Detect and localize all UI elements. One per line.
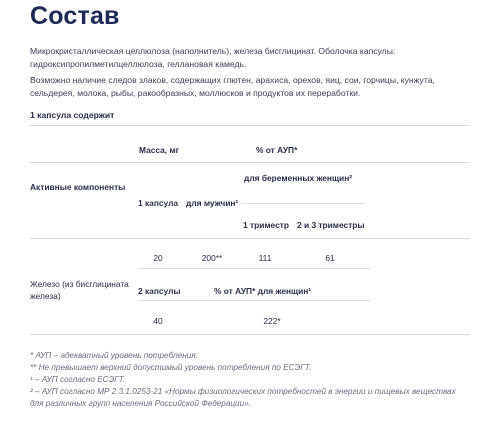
table-divider	[30, 162, 470, 163]
row1-men: 200**	[201, 253, 223, 263]
table-divider	[138, 268, 370, 269]
page-title: Состав	[30, 2, 120, 30]
table-divider	[30, 125, 470, 126]
table-divider	[30, 238, 470, 239]
footnotes	[30, 350, 480, 410]
footnote: * АУП – адекватный уровень потребления.	[30, 351, 198, 360]
for-pregnant-header: для беременных женщин²	[244, 173, 353, 183]
row1-mass: 20	[153, 253, 163, 263]
aup-header: % от АУП*	[256, 145, 298, 155]
footnote: ** Не превышает верхний допустимый уровень потребления по ЕСЭГТ.	[30, 363, 312, 372]
row1-trimester-1: 111	[258, 253, 272, 263]
footnote: ² – АУП согласно МР 2.3.1.0253-21 «Нормы физиологических потребностей в энергии и пищевых веществах	[30, 387, 456, 396]
allergens-text: Возможно наличие следов злаков, содержащих глютен, арахиса, орехов, яиц, сои, горчицы, кунжута, сельдерея, молока, рыбы, ракообразных, моллюсков и продуктов их переработки.	[30, 75, 435, 98]
mass-header: Масса, мг	[139, 145, 180, 155]
trimester-1-header: 1 триместр	[243, 220, 289, 230]
table-divider	[138, 300, 370, 301]
row1-trimesters-2-3: 61	[325, 253, 335, 263]
table-divider	[241, 203, 365, 204]
composition-text: Микрокристаллическая целлюлоза (наполнитель), железа бисглицинат. Оболочка капсулы: гидроксипропилметилцеллюлоза, геллановая камедь.	[30, 46, 396, 69]
aup-women-header: % от АУП* для женщин¹	[214, 286, 312, 296]
one-capsule-header: 1 капсула	[138, 198, 179, 208]
table-caption: 1 капсула содержит	[30, 110, 115, 120]
row2-mass: 40	[153, 316, 163, 326]
trimesters-2-3-header: 2 и 3 триместры	[297, 220, 365, 230]
table-divider	[30, 334, 470, 335]
footnote: для различных групп населения Российской Федерации».	[30, 399, 251, 408]
row2-women: 222*	[263, 316, 281, 326]
active-components-header: Активные компоненты	[30, 182, 126, 192]
component-name: Железо (из бисглицината железа)	[30, 279, 129, 301]
footnote: ¹ – АУП согласно ЕСЭГТ.	[30, 375, 126, 384]
two-capsules-header: 2 капсулы	[138, 286, 181, 296]
for-men-header: для мужчин¹	[186, 198, 239, 208]
